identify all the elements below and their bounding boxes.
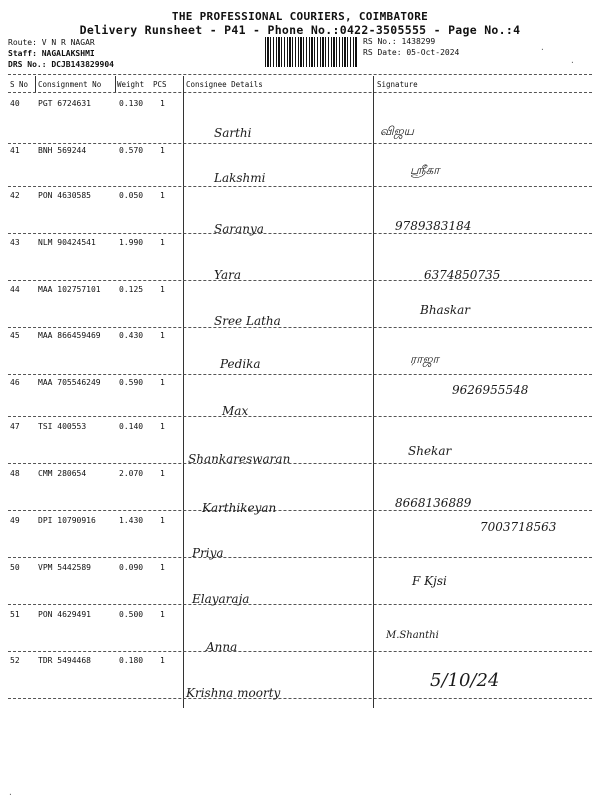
signature: 6374850735 xyxy=(424,268,501,282)
table-cell-pcs: 1 xyxy=(160,331,165,340)
table-cell-sno: 40 xyxy=(10,99,20,108)
table-cell-pcs: 1 xyxy=(160,516,165,525)
table-cell-pcs: 1 xyxy=(160,656,165,665)
table-cell-sno: 52 xyxy=(10,656,20,665)
signature: 9789383184 xyxy=(395,219,472,233)
table-cell-weight: 0.050 xyxy=(119,191,144,200)
header-bottom-line xyxy=(8,92,592,93)
table-cell-pcs: 1 xyxy=(160,285,165,294)
table-cell-sno: 47 xyxy=(10,422,20,431)
table-cell-pcs: 1 xyxy=(160,378,165,387)
consignee-name: Pedika xyxy=(220,357,261,371)
scan-speck: · xyxy=(570,58,575,67)
consignee-name: Karthikeyan xyxy=(202,501,277,515)
table-cell-sno: 45 xyxy=(10,331,20,340)
table-cell-consignment: MAA 705546249 xyxy=(38,378,101,387)
table-cell-pcs: 1 xyxy=(160,469,165,478)
row-separator xyxy=(8,280,592,281)
table-cell-sno: 49 xyxy=(10,516,20,525)
table-cell-consignment: CMM 280654 xyxy=(38,469,87,478)
table-top-line xyxy=(8,74,592,75)
column-divider xyxy=(183,76,184,708)
table-cell-weight: 0.180 xyxy=(119,656,144,665)
consignee-name: Saranya xyxy=(214,222,264,236)
col-header-signature: Signature xyxy=(377,80,418,89)
table-cell-weight: 0.430 xyxy=(119,331,144,340)
column-divider xyxy=(115,76,116,92)
consignee-name: Krishna moorty xyxy=(186,686,281,700)
consignee-name: Max xyxy=(222,404,249,418)
consignee-name: Anna xyxy=(206,640,238,654)
table-cell-weight: 0.500 xyxy=(119,610,144,619)
row-separator xyxy=(8,143,592,144)
rs-number: RS No.: 1438299 xyxy=(363,37,436,46)
runsheet-subtitle: Delivery Runsheet - P41 - Phone No.:0422-3505555 - Page No.:4 xyxy=(79,23,521,37)
table-cell-pcs: 1 xyxy=(160,146,165,155)
consignee-name: Sree Latha xyxy=(214,314,281,328)
table-cell-weight: 0.130 xyxy=(119,99,144,108)
scan-speck: · xyxy=(540,45,545,54)
row-separator xyxy=(8,233,592,234)
row-separator xyxy=(8,416,592,417)
column-divider xyxy=(373,76,374,708)
signature: M.Shanthi xyxy=(386,630,439,641)
table-cell-sno: 41 xyxy=(10,146,20,155)
table-cell-sno: 43 xyxy=(10,238,20,247)
signature: F Kjsi xyxy=(412,574,447,588)
table-cell-sno: 42 xyxy=(10,191,20,200)
signature: Shekar xyxy=(408,444,452,458)
signature: 7003718563 xyxy=(480,520,557,534)
row-separator xyxy=(8,651,592,652)
row-separator xyxy=(8,186,592,187)
column-divider xyxy=(35,76,36,92)
table-cell-consignment: BNH 569244 xyxy=(38,146,87,155)
table-cell-consignment: TSI 400553 xyxy=(38,422,87,431)
signature: 9626955548 xyxy=(452,383,529,397)
rs-date: RS Date: 05-Oct-2024 xyxy=(363,48,460,57)
col-header-pcs: PCS xyxy=(153,80,167,89)
table-cell-consignment: MAA 102757101 xyxy=(38,285,101,294)
table-cell-consignment: DPI 10790916 xyxy=(38,516,96,525)
table-cell-weight: 0.140 xyxy=(119,422,144,431)
table-cell-pcs: 1 xyxy=(160,610,165,619)
row-separator xyxy=(8,327,592,328)
signature: Bhaskar xyxy=(420,303,471,317)
signature: ஸ்ரீகா xyxy=(410,163,440,177)
signature: விஜய xyxy=(380,124,414,138)
table-cell-weight: 0.590 xyxy=(119,378,144,387)
col-header-consignee: Consignee Details xyxy=(186,80,263,89)
consignee-name: Yara xyxy=(214,268,242,282)
company-title: THE PROFESSIONAL COURIERS, COIMBATORE xyxy=(171,10,429,23)
table-cell-sno: 46 xyxy=(10,378,20,387)
row-separator xyxy=(8,374,592,375)
table-cell-sno: 44 xyxy=(10,285,20,294)
table-cell-sno: 48 xyxy=(10,469,20,478)
consignee-name: Sarthi xyxy=(214,126,252,140)
consignee-name: Priya xyxy=(192,546,224,560)
consignee-name: Shankareswaran xyxy=(188,452,291,466)
table-cell-pcs: 1 xyxy=(160,99,165,108)
table-cell-pcs: 1 xyxy=(160,563,165,572)
row-separator xyxy=(8,463,592,464)
table-cell-weight: 0.090 xyxy=(119,563,144,572)
scan-speck: · xyxy=(8,790,13,799)
table-cell-consignment: NLM 90424541 xyxy=(38,238,96,247)
table-cell-sno: 50 xyxy=(10,563,20,572)
table-cell-consignment: TDR 5494468 xyxy=(38,656,91,665)
table-cell-weight: 0.125 xyxy=(119,285,144,294)
table-cell-weight: 1.430 xyxy=(119,516,144,525)
route-label: Route: V N R NAGAR xyxy=(8,38,95,47)
table-cell-consignment: PGT 6724631 xyxy=(38,99,91,108)
signature: 5/10/24 xyxy=(430,670,500,691)
staff-label: Staff: NAGALAKSHMI xyxy=(8,49,95,58)
col-header-consignment: Consignment No xyxy=(38,80,102,89)
consignee-name: Lakshmi xyxy=(214,171,266,185)
table-cell-consignment: PON 4630585 xyxy=(38,191,91,200)
row-separator xyxy=(8,604,592,605)
col-header-weight: Weight xyxy=(117,80,145,89)
table-cell-pcs: 1 xyxy=(160,422,165,431)
table-cell-consignment: MAA 866459469 xyxy=(38,331,101,340)
row-separator xyxy=(8,510,592,511)
table-cell-pcs: 1 xyxy=(160,238,165,247)
table-cell-weight: 1.990 xyxy=(119,238,144,247)
table-cell-consignment: PON 4629491 xyxy=(38,610,91,619)
table-cell-pcs: 1 xyxy=(160,191,165,200)
col-header-sno: S No xyxy=(10,80,29,89)
consignee-name: Elayaraja xyxy=(192,592,250,606)
barcode xyxy=(265,37,357,67)
table-cell-weight: 2.070 xyxy=(119,469,144,478)
row-separator xyxy=(8,698,592,699)
drs-label: DRS No.: DCJB143829904 xyxy=(8,60,114,69)
row-separator xyxy=(8,557,592,558)
table-cell-weight: 0.570 xyxy=(119,146,144,155)
table-cell-consignment: VPM 5442589 xyxy=(38,563,91,572)
signature: ராஜா xyxy=(410,352,439,366)
signature: 8668136889 xyxy=(395,496,472,510)
table-cell-sno: 51 xyxy=(10,610,20,619)
